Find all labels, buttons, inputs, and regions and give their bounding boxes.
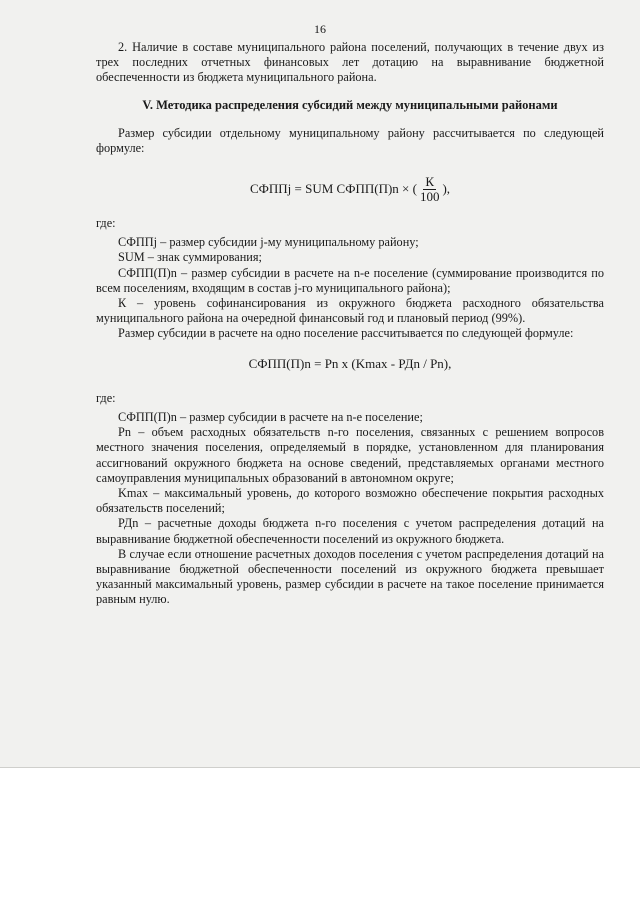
- formula1-lhs: СФППj = SUM СФПП(П)n × (: [249, 181, 417, 197]
- definition-sfppj: СФППj – размер субсидии j-му муниципальному району;: [118, 235, 419, 250]
- definition-kmax: Kmax – максимальный уровень, до которого возможно обеспечение покрытия расходных обязательств поселений;: [96, 486, 604, 516]
- definition-sum: SUM – знак суммирования;: [118, 250, 262, 265]
- document-body: [96, 40, 604, 608]
- formula-subsidy-district: [96, 170, 604, 208]
- blank-area: [0, 768, 640, 905]
- page-number: 16: [314, 22, 326, 36]
- formula-subsidy-settlement: СФПП(П)n = Pn x (Kmax - РДn / Pn),: [248, 355, 452, 371]
- intro-paragraph: Размер субсидии отдельному муниципальному району рассчитывается по следующей формуле:: [96, 125, 604, 155]
- closing-paragraph: В случае если отношение расчетных доходов поселения с учетом распределения дотаций на выравнивание бюджетной обеспеченности поселений из окружного бюджета превышает указанный максимальный уровень, размер субсидии в расчете на такое поселение принимается равным нулю.: [96, 546, 604, 607]
- fraction-numerator: К: [425, 173, 435, 189]
- definition-k: К – уровень софинансирования из окружного бюджета расходного обязательства муниципального района на очередной финансовый год и плановый период (99%).: [96, 296, 604, 326]
- formula1-rhs: ),: [442, 181, 451, 197]
- where-label-1: где:: [96, 216, 116, 231]
- definition-pn: Pn – объем расходных обязательств n-го поселения, связанных с решением вопросов местного значения поселения, определяемый в порядке, установленном для планирования ассигнований окружного бюджета на основе сведений, представляемых органами местного самоуправления муниципальных образований в автономном округе;: [96, 425, 604, 485]
- formula1-fraction: [418, 175, 442, 204]
- section-title: V. Методика распределения субсидий между муниципальными районами: [142, 97, 558, 112]
- definition-rdn: РДn – расчетные доходы бюджета n-го поселения с учетом распределения дотаций на выравнивание бюджетной обеспеченности поселений из окружного бюджета.: [96, 516, 604, 546]
- definition-sfpp-settlement: СФПП(П)n – размер субсидии в расчете на n-е поселение;: [118, 410, 423, 425]
- fraction-denominator: 100: [419, 188, 440, 204]
- settlement-formula-intro: Размер субсидии в расчете на одно поселение рассчитывается по следующей формуле:: [118, 326, 574, 341]
- where-label-2: где:: [96, 390, 116, 405]
- paragraph-item-2: 2. Наличие в составе муниципального района поселений, получающих в течение двух из трех последних отчетных финансовых лет дотацию на выравнивание бюджетной обеспеченности из бюджета муниципального района.: [96, 40, 604, 85]
- definition-sfpp-n: СФПП(П)n – размер субсидии в расчете на n-е поселение (суммирование производится по всем поселениям, входящим в состав j-го муниципального района);: [96, 265, 604, 295]
